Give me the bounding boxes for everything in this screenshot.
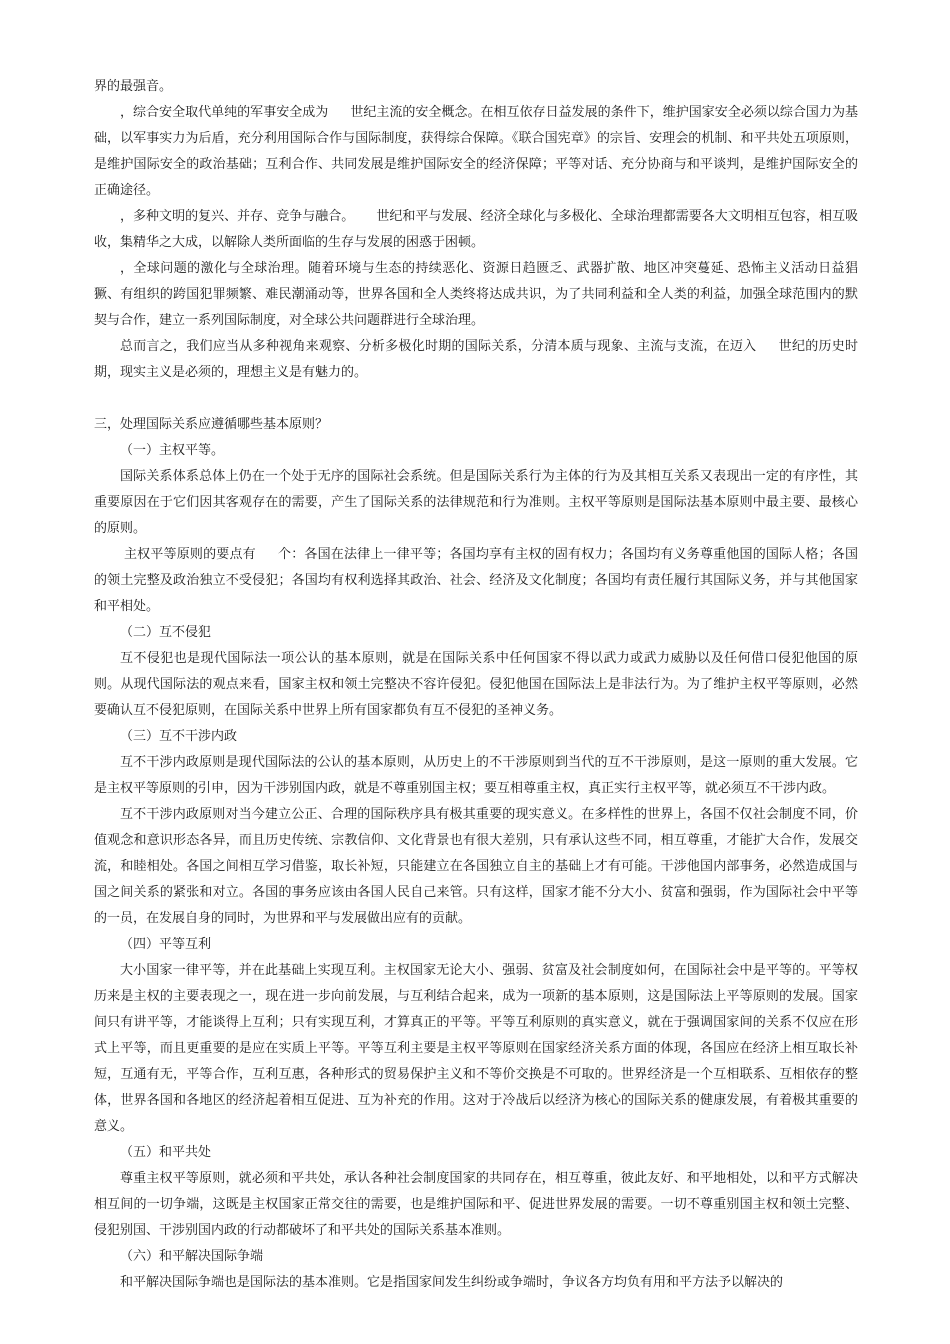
paragraph: ，综合安全取代单纯的军事安全成为 世纪主流的安全概念。在相互依存日益发展的条件下，维护国家安全必须以综合国力为基础，以军事实力为后盾，充分利用国际合作与国际制度，获得综合保障。《联合国宪章》的宗旨、安理会的机制、和平共处五项原则，是维护国际安全的政治基础；互利合作、共同发展是维护国际安全的经济保障；平等对话、充分协商与和平谈判，是维护国际安全的正确途径。 <box>94 105 858 198</box>
document-page <box>94 74 858 1296</box>
subheading: （一）主权平等。 <box>120 443 225 458</box>
paragraph: 互不干涉内政原则是现代国际法的公认的基本原则，从历史上的不干涉原则到当代的互不干涉原则，是这一原则的重大发展。它是主权平等原则的引申，因为干涉别国内政，就是不尊重别国主权；要互相尊重主权，真正实行主权平等，就必须互不干涉内政。 <box>94 755 858 796</box>
subheading: （三）互不干涉内政 <box>120 729 238 744</box>
section-question: 三，处理国际关系应遵循哪些基本原则？ <box>94 417 329 432</box>
paragraph: 总而言之，我们应当从多种视角来观察、分析多极化时期的国际关系，分清本质与现象、主流与支流，在迈入 世纪的历史时期，现实主义是必须的，理想主义是有魅力的。 <box>94 339 858 380</box>
paragraph: 和平解决国际争端也是国际法的基本准则。它是指国家间发生纠纷或争端时，争议各方均负有用和平方法予以解决的 <box>120 1275 784 1290</box>
paragraph: 大小国家一律平等，并在此基础上实现互利。主权国家无论大小、强弱、贫富及社会制度如何，在国际社会中是平等的。平等权历来是主权的主要表现之一，现在进一步向前发展，与互利结合起来，成为一项新的基本原则，这是国际法上平等原则的发展。国家间只有讲平等，才能谈得上互利；只有实现互利，才算真正的平等。平等互利原则的真实意义，就在于强调国家间的关系不仅应在形式上平等，而且更重要的是应在实质上平等。平等互利主要是主权平等原则在国家经济关系方面的体现，各国应在经济上相互取长补短，互通有无，平等合作，互利互惠，各种形式的贸易保护主义和不等价交换是不可取的。世界经济是一个互相联系、互相依存的整体，世界各国和各地区的经济起着相互促进、互为补充的作用。这对于冷战后以经济为核心的国际关系的健康发展，有着极其重要的意义。 <box>94 963 858 1134</box>
paragraph: 尊重主权平等原则，就必须和平共处，承认各种社会制度国家的共同存在，相互尊重，彼此友好、和平地相处，以和平方式解决相互间的一切争端，这既是主权国家正常交往的需要，也是维护国际和平、促进世界发展的需要。一切不尊重别国主权和领土完整、侵犯别国、干涉别国内政的行动都破坏了和平共处的国际关系基本准则。 <box>94 1171 858 1238</box>
paragraph: ，全球问题的激化与全球治理。随着环境与生态的持续恶化、资源日趋匮乏、武器扩散、地区冲突蔓延、恐怖主义活动日益猖獗、有组织的跨国犯罪频繁、难民潮涌动等，世界各国和全人类终将达成共识，为了共同利益和全人类的利益，加强全球范围内的默契与合作，建立一系列国际制度，对全球公共问题群进行全球治理。 <box>94 261 858 328</box>
paragraph: ，多种文明的复兴、并存、竞争与融合。 世纪和平与发展、经济全球化与多极化、全球治理都需要各大文明相互包容，相互吸收，集精华之大成，以解除人类所面临的生存与发展的困惑于困顿。 <box>94 209 858 250</box>
subheading: （五）和平共处 <box>120 1145 212 1160</box>
subheading: （二）互不侵犯 <box>120 625 212 640</box>
subheading: （四）平等互利 <box>120 937 212 952</box>
subheading: （六）和平解决国际争端 <box>120 1249 264 1264</box>
paragraph: 国际关系体系总体上仍在一个处于无序的国际社会系统。但是国际关系行为主体的行为及其相互关系又表现出一定的有序性，其重要原因在于它们因其客观存在的需要，产生了国际关系的法律规范和行为准则。主权平等原则是国际法基本原则中最主要、最核心的原则。 <box>94 469 858 536</box>
paragraph: 主权平等原则的要点有 个：各国在法律上一律平等；各国均享有主权的固有权力；各国均有义务尊重他国的国际人格；各国的领土完整及政治独立不受侵犯；各国均有权利选择其政治、社会、经济及文化制度；各国均有责任履行其国际义务，并与其他国家和平相处。 <box>94 547 858 614</box>
paragraph: 互不干涉内政原则对当今建立公正、合理的国际秩序具有极其重要的现实意义。在多样性的世界上，各国不仅社会制度不同，价值观念和意识形态各异，而且历史传统、宗教信仰、文化背景也有很大差别，只有承认这些不同，相互尊重，才能扩大合作，发展交流，和睦相处。各国之间相互学习借鉴，取长补短，只能建立在各国独立自主的基础上才有可能。干涉他国内部事务，必然造成国与国之间关系的紧张和对立。各国的事务应该由各国人民自己来管。只有这样，国家才能不分大小、贫富和强弱，作为国际社会中平等的一员，在发展自身的同时，为世界和平与发展做出应有的贡献。 <box>94 807 858 926</box>
paragraph: 界的最强音。 <box>94 79 173 94</box>
paragraph: 互不侵犯也是现代国际法一项公认的基本原则，就是在国际关系中任何国家不得以武力或武力威胁以及任何借口侵犯他国的原则。从现代国际法的观点来看，国家主权和领土完整决不容许侵犯。侵犯他国在国际法上是非法行为。为了维护主权平等原则，必然要确认互不侵犯原则，在国际关系中世界上所有国家都负有互不侵犯的圣神义务。 <box>94 651 858 718</box>
